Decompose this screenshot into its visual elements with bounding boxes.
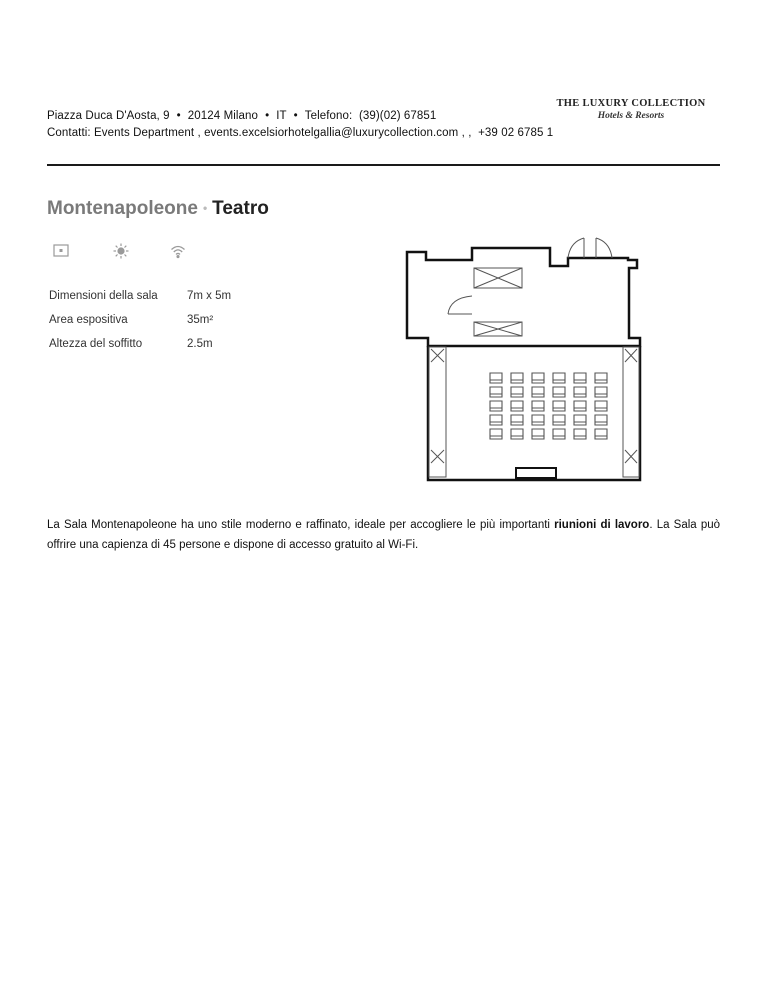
seat xyxy=(553,429,565,439)
seat xyxy=(574,387,586,397)
seat xyxy=(574,429,586,439)
spec-label: Altezza del soffitto xyxy=(49,338,143,350)
phone-label: Telefono: xyxy=(304,110,353,122)
brand-name: THE LUXURY COLLECTION xyxy=(556,98,706,109)
window-left xyxy=(429,347,446,477)
seat xyxy=(511,373,523,383)
contacts-line: Contatti: Events Department , events.excelsiorhotelgallia@luxurycollection.com , , +39 02 6785 1 xyxy=(47,127,554,139)
seat xyxy=(532,401,544,411)
seat xyxy=(595,401,607,411)
seat xyxy=(511,387,523,397)
seat xyxy=(490,429,502,439)
spec-label: Dimensioni della sala xyxy=(49,290,158,302)
spec-value: 35m² xyxy=(187,314,214,326)
setup-name: Teatro xyxy=(212,198,269,219)
wifi-icon xyxy=(170,243,186,264)
contacts-email[interactable]: events.excelsiorhotelgallia@luxurycollection.com xyxy=(204,127,459,139)
room-outline-wall xyxy=(407,248,640,346)
spec-value: 7m x 5m xyxy=(187,290,232,302)
contacts-department: Events Department xyxy=(94,127,195,139)
brand-subtitle: Hotels & Resorts xyxy=(597,111,665,121)
seat xyxy=(553,387,565,397)
seat xyxy=(574,415,586,425)
seat xyxy=(511,415,523,425)
seat-grid xyxy=(490,373,607,439)
seat xyxy=(574,401,586,411)
seat xyxy=(595,387,607,397)
seat xyxy=(490,387,502,397)
floor-plan-drawing xyxy=(400,236,660,488)
seat xyxy=(490,415,502,425)
page-title xyxy=(47,198,269,220)
brand-logo xyxy=(552,98,710,121)
address-line: Piazza Duca D'Aosta, 9 • 20124 Milano • IT • Telefono: (39)(02) 67851 xyxy=(47,110,437,122)
contacts-label: Contatti: xyxy=(47,127,91,139)
door-arc-top xyxy=(568,238,612,258)
seat xyxy=(532,373,544,383)
phone-number[interactable]: (39)(02) 67851 xyxy=(358,110,437,122)
description-highlight: riunioni di lavoro xyxy=(554,519,650,531)
room-description xyxy=(47,515,720,555)
seat xyxy=(553,415,565,425)
contacts-phone[interactable]: +39 02 6785 1 xyxy=(478,127,554,139)
seat xyxy=(532,415,544,425)
window-right xyxy=(623,347,639,477)
title-separator: • xyxy=(202,201,208,215)
seat xyxy=(511,429,523,439)
city-text: 20124 Milano xyxy=(187,110,259,122)
seat xyxy=(595,429,607,439)
seat xyxy=(553,373,565,383)
seat xyxy=(532,429,544,439)
floor-plan xyxy=(400,236,660,493)
seat xyxy=(553,401,565,411)
spec-value: 2.5m xyxy=(187,338,213,350)
daylight-sun-icon xyxy=(113,243,129,264)
seat xyxy=(595,373,607,383)
seat xyxy=(490,401,502,411)
room-name: Montenapoleone xyxy=(47,198,198,219)
seat xyxy=(595,415,607,425)
seat xyxy=(532,387,544,397)
seat xyxy=(490,373,502,383)
header-divider xyxy=(47,164,720,166)
seat xyxy=(511,401,523,411)
seat xyxy=(574,373,586,383)
spec-label: Area espositiva xyxy=(49,314,128,326)
country-text: IT xyxy=(276,110,287,122)
door-arc-side xyxy=(448,296,472,314)
projector-screen-icon xyxy=(53,244,69,263)
address-text: Piazza Duca D'Aosta, 9 xyxy=(47,110,170,122)
description-part1: La Sala Montenapoleone ha uno stile moderno e raffinato, ideale per accogliere le più importanti xyxy=(47,519,555,531)
partition-bottom xyxy=(516,468,556,478)
stage-wall xyxy=(428,346,640,480)
description-part2: . La Sala può offrire una capienza di 45 persone e dispone di accesso gratuito al Wi-Fi. xyxy=(47,519,721,551)
